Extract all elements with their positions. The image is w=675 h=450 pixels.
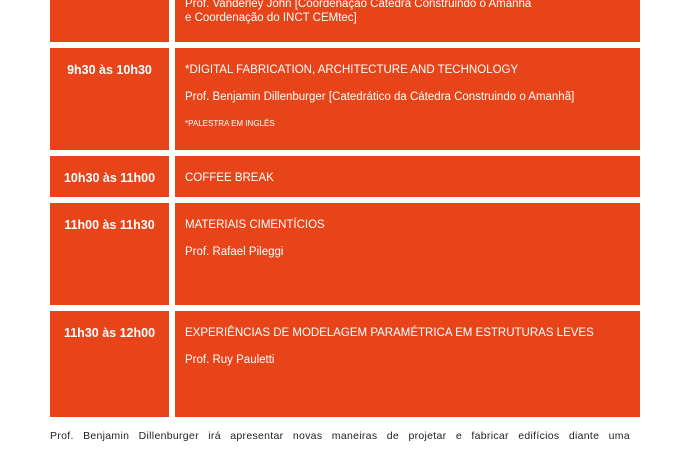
session-title: MATERIAIS CIMENTÍCIOS bbox=[185, 219, 325, 231]
time-cell: 9h30 às 10h30 bbox=[50, 48, 169, 150]
schedule-row-materiais bbox=[50, 203, 640, 305]
session-title: COFFEE BREAK bbox=[185, 172, 274, 184]
time-cell: 10h30 às 11h00 bbox=[50, 156, 169, 197]
speaker-affiliation: e Coordenação do INCT CEMtec] bbox=[185, 12, 357, 24]
session-title: EXPERIÊNCIAS DE MODELAGEM PARAMÉTRICA EM ESTRUTURAS LEVES bbox=[185, 327, 594, 339]
schedule-row-coffee-break bbox=[50, 156, 640, 197]
content-cell bbox=[175, 311, 640, 417]
time-cell bbox=[50, 0, 169, 42]
content-cell bbox=[175, 156, 640, 197]
speaker-name: Prof. Ruy Pauletti bbox=[185, 354, 275, 366]
description-paragraph: Prof. Benjamin Dillenburger irá apresentar novas maneiras de projetar e fabricar edifícios diante uma bbox=[50, 430, 630, 442]
speaker-name: Prof. Benjamin Dillenburger [Catedrático da Cátedra Construindo o Amanhã] bbox=[185, 91, 575, 103]
schedule-row-modelagem bbox=[50, 311, 640, 417]
content-cell bbox=[175, 0, 640, 42]
language-note: *PALESTRA EM INGLÊS bbox=[185, 119, 275, 128]
time-cell: 11h00 às 11h30 bbox=[50, 203, 169, 305]
speaker-name: Prof. Vanderley John [Coordenação Cátedra Construindo o Amanhã bbox=[185, 0, 532, 10]
content-cell bbox=[175, 203, 640, 305]
schedule-row-digital-fabrication bbox=[50, 48, 640, 150]
speaker-name: Prof. Rafael Pileggi bbox=[185, 246, 284, 258]
session-title: *DIGITAL FABRICATION, ARCHITECTURE AND TECHNOLOGY bbox=[185, 64, 519, 76]
schedule-row-opening bbox=[50, 0, 640, 42]
content-cell bbox=[175, 48, 640, 150]
time-cell: 11h30 às 12h00 bbox=[50, 311, 169, 417]
